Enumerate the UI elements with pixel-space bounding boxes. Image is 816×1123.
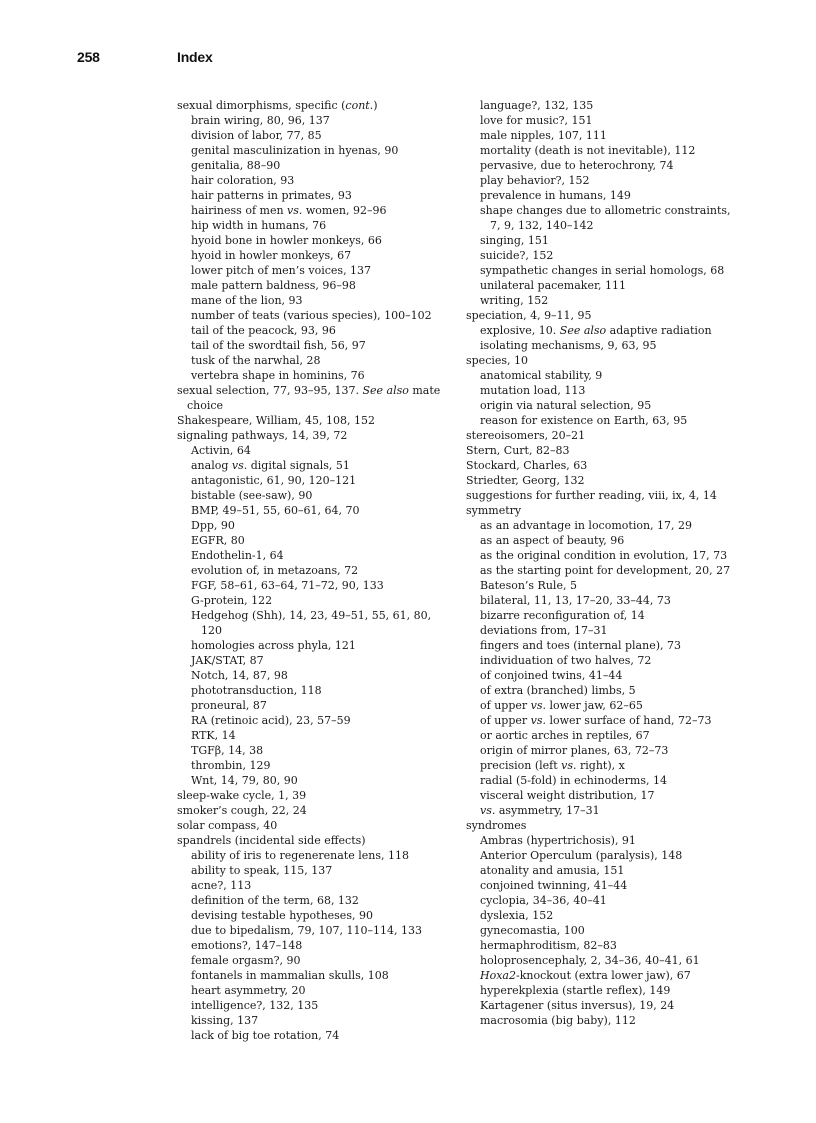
- entry-text: proneural, 87: [191, 699, 267, 712]
- entry-text: vs.: [480, 804, 496, 817]
- index-entry: [466, 488, 741, 503]
- entry-text: hyoid in howler monkeys, 67: [191, 249, 352, 262]
- entry-text: conjoined twinning, 41–44: [480, 879, 628, 892]
- entry-text: vertebra shape in hominins, 76: [191, 369, 365, 382]
- index-subentry: [177, 938, 445, 953]
- index-subentry: [466, 863, 741, 878]
- entry-text: -knockout (extra lower jaw), 67: [515, 969, 691, 982]
- index-subentry: [177, 308, 445, 323]
- running-head-title: Index: [177, 49, 213, 65]
- index-subentry: [466, 278, 741, 293]
- entry-text: origin of mirror planes, 63, 72–73: [480, 744, 669, 757]
- index-subentry: [466, 878, 741, 893]
- index-subentry: [177, 968, 445, 983]
- entry-text: as the starting point for development, 20, 27: [480, 564, 731, 577]
- index-column-left: [177, 98, 445, 1043]
- entry-text: of upper: [480, 714, 531, 727]
- entry-text: shape changes due to allometric constraints, 7, 9, 132, 140–142: [480, 204, 731, 232]
- entry-text: spandrels (incidental side effects): [177, 834, 366, 847]
- entry-text: thrombin, 129: [191, 759, 271, 772]
- index-entry: [466, 428, 741, 443]
- index-subentry: [466, 413, 741, 428]
- entry-text: hip width in humans, 76: [191, 219, 327, 232]
- index-subentry: [177, 563, 445, 578]
- index-subentry: [177, 1013, 445, 1028]
- entry-text: See also: [362, 384, 409, 397]
- index-subentry: [466, 323, 741, 338]
- index-subentry: [177, 533, 445, 548]
- index-subentry: [466, 143, 741, 158]
- entry-text: Hoxa2: [480, 969, 516, 982]
- entry-text: antagonistic, 61, 90, 120–121: [191, 474, 357, 487]
- index-subentry: [177, 758, 445, 773]
- index-subentry: [466, 248, 741, 263]
- index-subentry: [466, 668, 741, 683]
- entry-text: sexual selection, 77, 93–95, 137.: [177, 384, 363, 397]
- index-subentry: [466, 893, 741, 908]
- entry-text: analog: [191, 459, 232, 472]
- index-subentry: [466, 638, 741, 653]
- entry-text: atonality and amusia, 151: [480, 864, 625, 877]
- index-subentry: [466, 803, 741, 818]
- entry-text: right), x: [576, 759, 625, 772]
- index-entry: [177, 833, 445, 848]
- entry-text: as an advantage in locomotion, 17, 29: [480, 519, 693, 532]
- index-subentry: [177, 1028, 445, 1043]
- entry-text: symmetry: [466, 504, 522, 517]
- index-subentry: [177, 518, 445, 533]
- entry-text: genitalia, 88–90: [191, 159, 281, 172]
- entry-text: vs.: [530, 714, 546, 727]
- running-head: [0, 49, 816, 69]
- index-entry: [177, 413, 445, 428]
- index-subentry: [466, 683, 741, 698]
- index-subentry: [177, 473, 445, 488]
- index-subentry: [177, 893, 445, 908]
- index-subentry: [177, 353, 445, 368]
- index-entry: [466, 308, 741, 323]
- index-subentry: [177, 338, 445, 353]
- entry-text: isolating mechanisms, 9, 63, 95: [480, 339, 657, 352]
- entry-text: suicide?, 152: [480, 249, 554, 262]
- entry-text: reason for existence on Earth, 63, 95: [480, 414, 688, 427]
- entry-text: tail of the swordtail fish, 56, 97: [191, 339, 366, 352]
- entry-text: holoprosencephaly, 2, 34–36, 40–41, 61: [480, 954, 700, 967]
- index-subentry: [177, 113, 445, 128]
- entry-text: Notch, 14, 87, 98: [191, 669, 288, 682]
- entry-text: RTK, 14: [191, 729, 236, 742]
- index-subentry: [177, 653, 445, 668]
- index-subentry: [466, 608, 741, 623]
- entry-text: Stern, Curt, 82–83: [466, 444, 570, 457]
- index-subentry: [466, 158, 741, 173]
- entry-text: language?, 132, 135: [480, 99, 594, 112]
- entry-text: species, 10: [466, 354, 529, 367]
- index-subentry: [466, 263, 741, 278]
- entry-text: hyoid bone in howler monkeys, 66: [191, 234, 382, 247]
- entry-text: lower pitch of men’s voices, 137: [191, 264, 372, 277]
- index-subentry: [177, 998, 445, 1013]
- index-subentry: [177, 743, 445, 758]
- entry-text: See also: [559, 324, 607, 337]
- entry-text: individuation of two halves, 72: [480, 654, 652, 667]
- entry-text: asymmetry, 17–31: [495, 804, 600, 817]
- index-subentry: [177, 548, 445, 563]
- index-subentry: [466, 623, 741, 638]
- index-entry: [177, 788, 445, 803]
- index-subentry: [466, 1013, 741, 1028]
- index-subentry: [466, 983, 741, 998]
- entry-text: division of labor, 77, 85: [191, 129, 322, 142]
- entry-text: radial (5-fold) in echinoderms, 14: [480, 774, 667, 787]
- entry-text: heart asymmetry, 20: [191, 984, 306, 997]
- entry-text: Bateson’s Rule, 5: [480, 579, 577, 592]
- entry-text: male pattern baldness, 96–98: [191, 279, 356, 292]
- entry-text: bizarre reconfiguration of, 14: [480, 609, 645, 622]
- index-subentry: [466, 938, 741, 953]
- entry-text: digital signals, 51: [247, 459, 350, 472]
- entry-text: due to bipedalism, 79, 107, 110–114, 133: [191, 924, 422, 937]
- index-subentry: [177, 368, 445, 383]
- entry-text: hermaphroditism, 82–83: [480, 939, 617, 952]
- entry-text: origin via natural selection, 95: [480, 399, 652, 412]
- entry-text: signaling pathways, 14, 39, 72: [177, 429, 348, 442]
- entry-text: cyclopia, 34–36, 40–41: [480, 894, 607, 907]
- entry-text: Endothelin-1, 64: [191, 549, 284, 562]
- index-entry: [466, 818, 741, 833]
- index-subentry: [466, 713, 741, 728]
- entry-text: lower surface of hand, 72–73: [545, 714, 712, 727]
- entry-text: ability of iris to regenerenate lens, 118: [191, 849, 409, 862]
- entry-text: homologies across phyla, 121: [191, 639, 356, 652]
- index-subentry: [466, 698, 741, 713]
- entry-text: tusk of the narwhal, 28: [191, 354, 321, 367]
- entry-text: smoker’s cough, 22, 24: [177, 804, 307, 817]
- entry-text: brain wiring, 80, 96, 137: [191, 114, 330, 127]
- entry-text: fontanels in mammalian skulls, 108: [191, 969, 389, 982]
- entry-text: suggestions for further reading, viii, ix, 4, 14: [466, 489, 717, 502]
- index-subentry: [177, 218, 445, 233]
- entry-text: stereoisomers, 20–21: [466, 429, 586, 442]
- entry-text: Activin, 64: [191, 444, 251, 457]
- index-subentry: [466, 368, 741, 383]
- index-subentry: [177, 458, 445, 473]
- entry-text: hyperekplexia (startle reflex), 149: [480, 984, 671, 997]
- entry-text: mortality (death is not inevitable), 112: [480, 144, 696, 157]
- entry-text: ability to speak, 115, 137: [191, 864, 333, 877]
- index-subentry: [177, 203, 445, 218]
- entry-text: of upper: [480, 699, 531, 712]
- entry-text: JAK/STAT, 87: [191, 654, 264, 667]
- index-entry: [177, 803, 445, 818]
- entry-text: singing, 151: [480, 234, 549, 247]
- entry-text: deviations from, 17–31: [480, 624, 608, 637]
- index-subentry: [177, 728, 445, 743]
- index-entry: [177, 383, 445, 413]
- entry-text: bistable (see-saw), 90: [191, 489, 313, 502]
- entry-text: kissing, 137: [191, 1014, 259, 1027]
- index-subentry: [466, 563, 741, 578]
- entry-text: pervasive, due to heterochrony, 74: [480, 159, 674, 172]
- entry-text: TGFβ, 14, 38: [191, 744, 264, 757]
- index-subentry: [177, 638, 445, 653]
- index-subentry: [466, 188, 741, 203]
- entry-text: Wnt, 14, 79, 80, 90: [191, 774, 298, 787]
- index-subentry: [177, 278, 445, 293]
- index-subentry: [466, 968, 741, 983]
- entry-text: love for music?, 151: [480, 114, 593, 127]
- entry-text: or aortic arches in reptiles, 67: [480, 729, 650, 742]
- entry-text: FGF, 58–61, 63–64, 71–72, 90, 133: [191, 579, 384, 592]
- entry-text: EGFR, 80: [191, 534, 245, 547]
- index-subentry: [466, 788, 741, 803]
- index-subentry: [177, 608, 445, 638]
- index-subentry: [466, 518, 741, 533]
- index-subentry: [466, 533, 741, 548]
- entry-text: devising testable hypotheses, 90: [191, 909, 373, 922]
- index-subentry: [177, 983, 445, 998]
- index-subentry: [466, 383, 741, 398]
- entry-text: bilateral, 11, 13, 17–20, 33–44, 73: [480, 594, 671, 607]
- index-subentry: [466, 98, 741, 113]
- index-subentry: [466, 743, 741, 758]
- entry-text: macrosomia (big baby), 112: [480, 1014, 636, 1027]
- entry-text: Ambras (hypertrichosis), 91: [480, 834, 636, 847]
- entry-text: vs.: [530, 699, 546, 712]
- entry-text: hair patterns in primates, 93: [191, 189, 352, 202]
- index-subentry: [177, 293, 445, 308]
- page-number: 258: [77, 49, 100, 65]
- index-entry: [177, 818, 445, 833]
- index-subentry: [466, 128, 741, 143]
- index-subentry: [177, 488, 445, 503]
- entry-text: speciation, 4, 9–11, 95: [466, 309, 592, 322]
- index-subentry: [177, 923, 445, 938]
- entry-text: hair coloration, 93: [191, 174, 295, 187]
- entry-text: mane of the lion, 93: [191, 294, 303, 307]
- index-subentry: [177, 248, 445, 263]
- index-entry: [466, 503, 741, 518]
- index-subentry: [466, 758, 741, 773]
- entry-text: RA (retinoic acid), 23, 57–59: [191, 714, 351, 727]
- entry-text: G-protein, 122: [191, 594, 273, 607]
- entry-text: dyslexia, 152: [480, 909, 554, 922]
- index-subentry: [466, 293, 741, 308]
- index-subentry: [177, 158, 445, 173]
- entry-text: precision (left: [480, 759, 562, 772]
- index-subentry: [177, 443, 445, 458]
- entry-text: prevalence in humans, 149: [480, 189, 631, 202]
- index-subentry: [177, 143, 445, 158]
- entry-text: unilateral pacemaker, 111: [480, 279, 626, 292]
- entry-text: sympathetic changes in serial homologs, 68: [480, 264, 725, 277]
- index-subentry: [177, 713, 445, 728]
- index-subentry: [466, 848, 741, 863]
- entry-text: intelligence?, 132, 135: [191, 999, 319, 1012]
- entry-text: mutation load, 113: [480, 384, 586, 397]
- index-subentry: [466, 203, 741, 233]
- entry-text: lack of big toe rotation, 74: [191, 1029, 340, 1042]
- entry-text: definition of the term, 68, 132: [191, 894, 359, 907]
- index-entry: [177, 428, 445, 443]
- entry-text: vs.: [561, 759, 577, 772]
- entry-text: tail of the peacock, 93, 96: [191, 324, 336, 337]
- index-subentry: [466, 998, 741, 1013]
- entry-text: play behavior?, 152: [480, 174, 590, 187]
- entry-text: as the original condition in evolution, 17, 73: [480, 549, 728, 562]
- index-subentry: [177, 668, 445, 683]
- entry-text: visceral weight distribution, 17: [480, 789, 655, 802]
- index-subentry: [466, 773, 741, 788]
- index-subentry: [466, 233, 741, 248]
- index-subentry: [466, 338, 741, 353]
- index-subentry: [177, 878, 445, 893]
- entry-text: evolution of, in metazoans, 72: [191, 564, 359, 577]
- index-subentry: [177, 773, 445, 788]
- entry-text: anatomical stability, 9: [480, 369, 603, 382]
- entry-text: phototransduction, 118: [191, 684, 322, 697]
- entry-text: mate choice: [187, 384, 441, 412]
- entry-text: vs.: [287, 204, 303, 217]
- entry-text: Shakespeare, William, 45, 108, 152: [177, 414, 376, 427]
- index-subentry: [466, 548, 741, 563]
- entry-text: of conjoined twins, 41–44: [480, 669, 623, 682]
- index-subentry: [466, 113, 741, 128]
- index-subentry: [466, 593, 741, 608]
- index-subentry: [466, 833, 741, 848]
- entry-text: gynecomastia, 100: [480, 924, 585, 937]
- entry-text: number of teats (various species), 100–102: [191, 309, 432, 322]
- index-subentry: [177, 698, 445, 713]
- index-subentry: [177, 578, 445, 593]
- entry-text: sleep-wake cycle, 1, 39: [177, 789, 307, 802]
- entry-text: as an aspect of beauty, 96: [480, 534, 625, 547]
- index-subentry: [466, 953, 741, 968]
- entry-text: emotions?, 147–148: [191, 939, 303, 952]
- entry-text: fingers and toes (internal plane), 73: [480, 639, 681, 652]
- index-subentry: [177, 593, 445, 608]
- entry-text: writing, 152: [480, 294, 549, 307]
- entry-text: solar compass, 40: [177, 819, 278, 832]
- index-subentry: [177, 503, 445, 518]
- index-subentry: [466, 653, 741, 668]
- entry-text: Striedter, Georg, 132: [466, 474, 585, 487]
- entry-text: lower jaw, 62–65: [545, 699, 643, 712]
- entry-text: vs.: [231, 459, 248, 472]
- entry-text: cont.: [345, 99, 374, 112]
- index-subentry: [177, 953, 445, 968]
- index-entry: [466, 353, 741, 368]
- entry-text: adaptive radiation: [606, 324, 712, 337]
- index-subentry: [466, 908, 741, 923]
- index-subentry: [177, 128, 445, 143]
- index-entry: [177, 98, 445, 113]
- entry-text: BMP, 49–51, 55, 60–61, 64, 70: [191, 504, 360, 517]
- entry-text: male nipples, 107, 111: [480, 129, 607, 142]
- index-entry: [466, 473, 741, 488]
- entry-text: Kartagener (situs inversus), 19, 24: [480, 999, 675, 1012]
- entry-text: acne?, 113: [191, 879, 252, 892]
- entry-text: ): [373, 99, 378, 112]
- entry-text: sexual dimorphisms, specific (: [177, 99, 346, 112]
- index-entry: [466, 443, 741, 458]
- index-subentry: [177, 848, 445, 863]
- index-subentry: [466, 173, 741, 188]
- index-subentry: [177, 683, 445, 698]
- entry-text: syndromes: [466, 819, 527, 832]
- index-subentry: [177, 188, 445, 203]
- entry-text: Dpp, 90: [191, 519, 235, 532]
- index-entry: [466, 458, 741, 473]
- entry-text: of extra (branched) limbs, 5: [480, 684, 636, 697]
- entry-text: hairiness of men: [191, 204, 288, 217]
- index-subentry: [466, 398, 741, 413]
- index-subentry: [177, 908, 445, 923]
- index-subentry: [177, 863, 445, 878]
- index-subentry: [466, 923, 741, 938]
- index-subentry: [177, 173, 445, 188]
- entry-text: Anterior Operculum (paralysis), 148: [480, 849, 683, 862]
- index-subentry: [466, 578, 741, 593]
- index-subentry: [177, 323, 445, 338]
- entry-text: Hedgehog (Shh), 14, 23, 49–51, 55, 61, 80, 120: [191, 609, 432, 637]
- index-subentry: [466, 728, 741, 743]
- entry-text: women, 92–96: [302, 204, 387, 217]
- entry-text: genital masculinization in hyenas, 90: [191, 144, 399, 157]
- entry-text: Stockard, Charles, 63: [466, 459, 588, 472]
- entry-text: female orgasm?, 90: [191, 954, 301, 967]
- index-column-right: [466, 98, 741, 1028]
- index-subentry: [177, 263, 445, 278]
- entry-text: explosive, 10.: [480, 324, 560, 337]
- index-subentry: [177, 233, 445, 248]
